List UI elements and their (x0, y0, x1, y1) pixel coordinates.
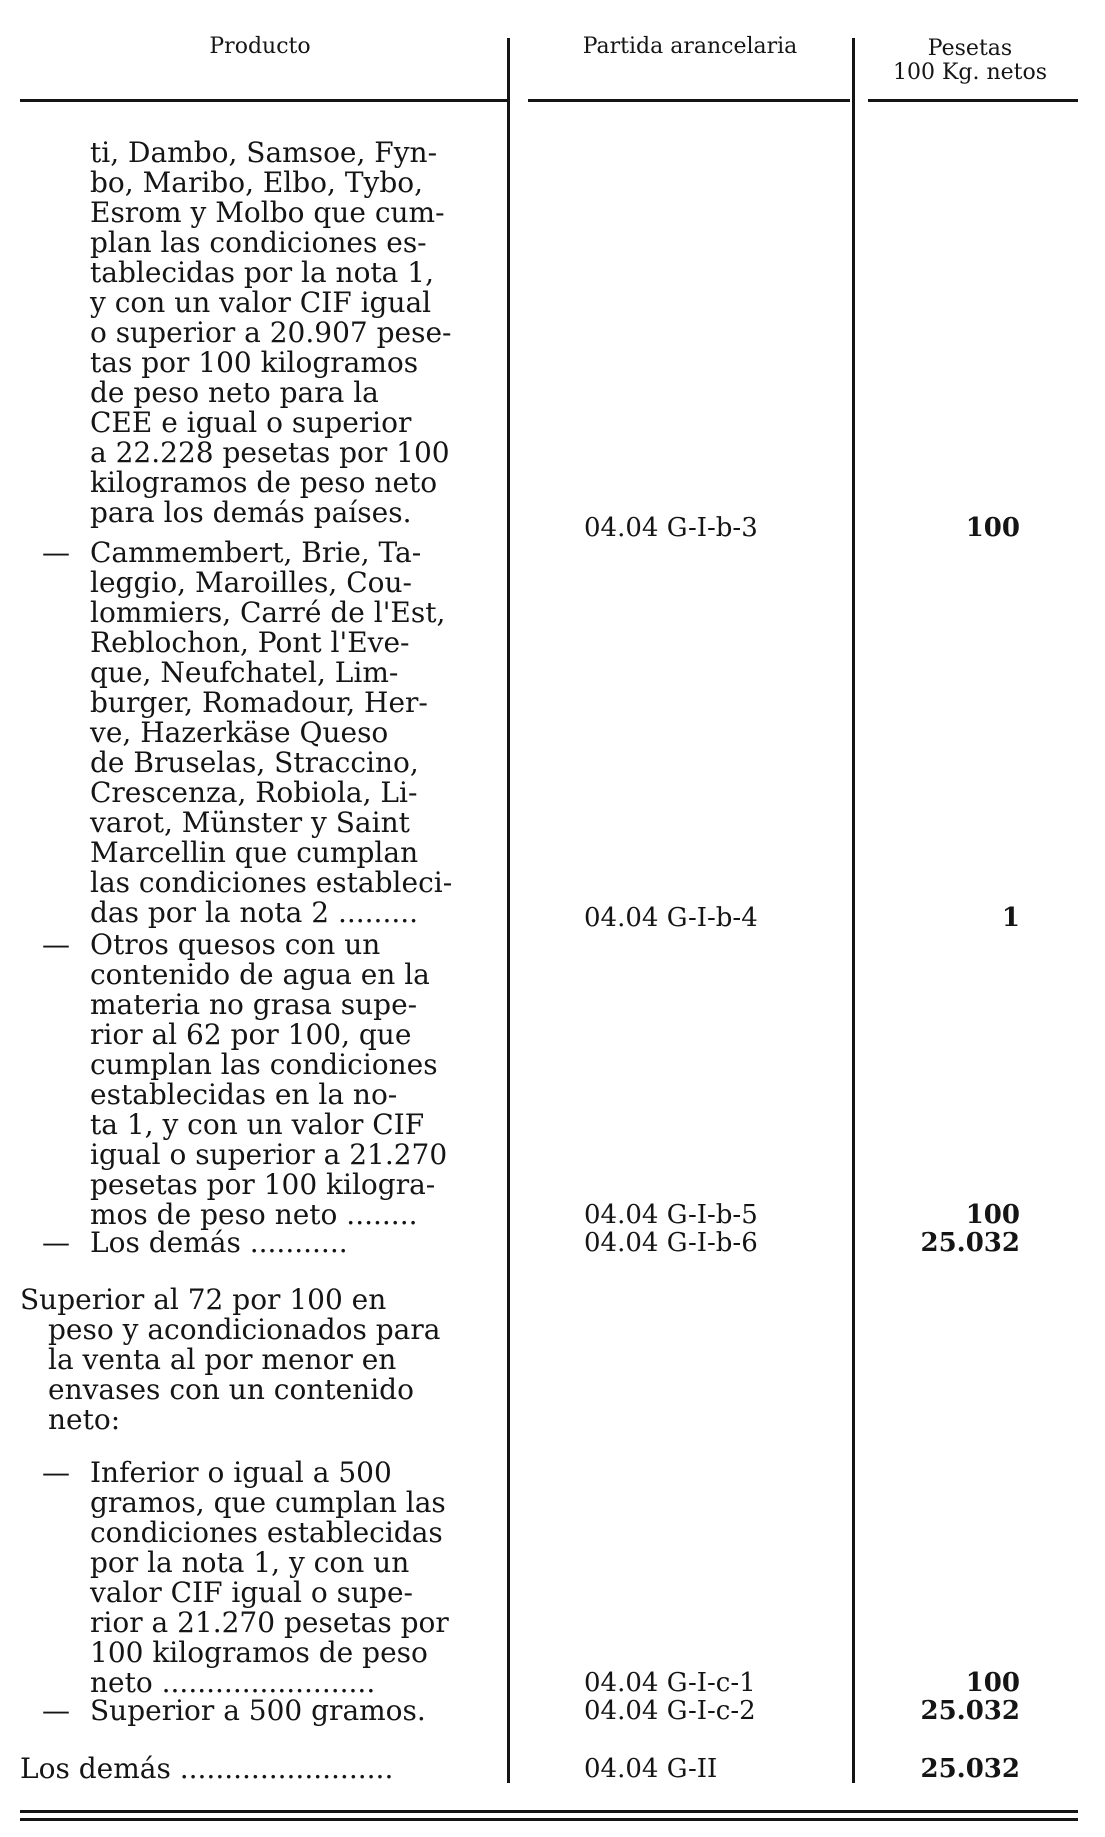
text-line: mos de peso neto ........ (90, 1198, 418, 1231)
dash-marker: — (42, 928, 70, 961)
tariff-code: 04.04 G-I-b-6 (584, 1228, 758, 1258)
dash-marker: — (42, 1456, 70, 1489)
product-block-2 (90, 538, 495, 928)
header-rule-pesetas (868, 99, 1078, 102)
text-line: tablecidas por la nota 1, (90, 256, 434, 289)
text-line: gramos, que cumplan las (90, 1486, 446, 1519)
text-line: la venta al por menor en (48, 1343, 397, 1376)
header-product: Producto (209, 34, 311, 59)
footer-rule-bottom (20, 1818, 1078, 1821)
text-line: plan las condiciones es- (90, 226, 427, 259)
product-block-6 (90, 1458, 495, 1698)
text-line: ve, Hazerkäse Queso (90, 716, 389, 749)
header-partida: Partida arancelaria (582, 34, 798, 59)
text-line: de Bruselas, Straccino, (90, 746, 419, 779)
text-line: que, Neufchatel, Lim- (90, 656, 399, 689)
column-divider-right (852, 38, 855, 1783)
pesetas-value: 100 (965, 1200, 1020, 1230)
text-line: 100 kilogramos de peso (90, 1636, 428, 1669)
tariff-code: 04.04 G-I-b-3 (584, 513, 758, 543)
text-line: establecidas en la no- (90, 1078, 398, 1111)
pesetas-value: 1 (1001, 903, 1020, 933)
pesetas-value: 100 (965, 513, 1020, 543)
pesetas-value: 25.032 (920, 1754, 1020, 1784)
text-line: Superior a 500 gramos. (90, 1694, 426, 1727)
text-line: peso y acondicionados para (48, 1313, 441, 1346)
header-pesetas-line2: 100 Kg. netos (892, 60, 1048, 85)
tariff-code: 04.04 G-I-c-2 (584, 1696, 756, 1726)
product-block-3 (90, 930, 495, 1230)
text-line: Crescenza, Robiola, Li- (90, 776, 418, 809)
text-line: pesetas por 100 kilogra- (90, 1168, 436, 1201)
text-line: contenido de agua en la (90, 958, 430, 991)
text-line: lommiers, Carré de l'Est, (90, 596, 446, 629)
text-line: Inferior o igual a 500 (90, 1456, 392, 1489)
pesetas-value: 100 (965, 1668, 1020, 1698)
text-line: las condiciones estableci- (90, 866, 453, 899)
text-line: condiciones establecidas (90, 1516, 443, 1549)
tariff-code: 04.04 G-I-b-5 (584, 1200, 758, 1230)
pesetas-value: 25.032 (920, 1228, 1020, 1258)
text-line: valor CIF igual o supe- (90, 1576, 413, 1609)
text-line: burger, Romadour, Her- (90, 686, 428, 719)
text-line: por la nota 1, y con un (90, 1546, 410, 1579)
header-pesetas-line1: Pesetas (927, 36, 1013, 61)
product-block-4 (90, 1228, 495, 1258)
text-line: neto ........................ (90, 1666, 376, 1699)
text-line: envases con un contenido (48, 1373, 414, 1406)
text-line: igual o superior a 21.270 (90, 1138, 448, 1171)
text-line: de peso neto para la (90, 376, 379, 409)
product-block-7 (90, 1696, 495, 1726)
dash-marker: — (42, 1694, 70, 1727)
text-line: rior al 62 por 100, que (90, 1018, 412, 1051)
text-line: ti, Dambo, Samsoe, Fyn- (90, 136, 438, 169)
text-line: para los demás países. (90, 496, 412, 529)
text-line: Los demás ........................ (20, 1752, 394, 1785)
header-rule-partida (528, 99, 850, 102)
text-line: das por la nota 2 ......... (90, 896, 419, 929)
text-line: varot, Münster y Saint (90, 806, 410, 839)
pesetas-value: 25.032 (920, 1696, 1020, 1726)
product-block-1 (90, 138, 495, 528)
text-line: neto: (48, 1403, 121, 1436)
dash-marker: — (42, 536, 70, 569)
text-line: rior a 21.270 pesetas por (90, 1606, 449, 1639)
text-line: o superior a 20.907 pese- (90, 316, 452, 349)
product-block-5 (20, 1285, 495, 1435)
tariff-code: 04.04 G-II (584, 1754, 718, 1784)
text-line: Superior al 72 por 100 en (20, 1283, 387, 1316)
product-block-8 (20, 1754, 495, 1784)
dash-marker: — (42, 1226, 70, 1259)
text-line: kilogramos de peso neto (90, 466, 438, 499)
footer-rule-top (20, 1810, 1078, 1813)
text-line: Cammembert, Brie, Ta- (90, 536, 422, 569)
text-line: materia no grasa supe- (90, 988, 418, 1021)
text-line: Otros quesos con un (90, 928, 381, 961)
text-line: ta 1, y con un valor CIF (90, 1108, 425, 1141)
text-line: y con un valor CIF igual (90, 286, 432, 319)
text-line: Esrom y Molbo que cum- (90, 196, 445, 229)
text-line: Reblochon, Pont l'Eve- (90, 626, 410, 659)
text-line: Marcellin que cumplan (90, 836, 419, 869)
text-line: tas por 100 kilogramos (90, 346, 419, 379)
header-rule-product (20, 99, 507, 102)
text-line: Los demás ........... (90, 1226, 348, 1259)
column-divider-left (507, 38, 510, 1783)
tariff-code: 04.04 G-I-b-4 (584, 903, 758, 933)
text-line: CEE e igual o superior (90, 406, 412, 439)
tariff-code: 04.04 G-I-c-1 (584, 1668, 756, 1698)
text-line: leggio, Maroilles, Cou- (90, 566, 412, 599)
text-line: bo, Maribo, Elbo, Tybo, (90, 166, 424, 199)
text-line: cumplan las condiciones (90, 1048, 438, 1081)
text-line: a 22.228 pesetas por 100 (90, 436, 450, 469)
